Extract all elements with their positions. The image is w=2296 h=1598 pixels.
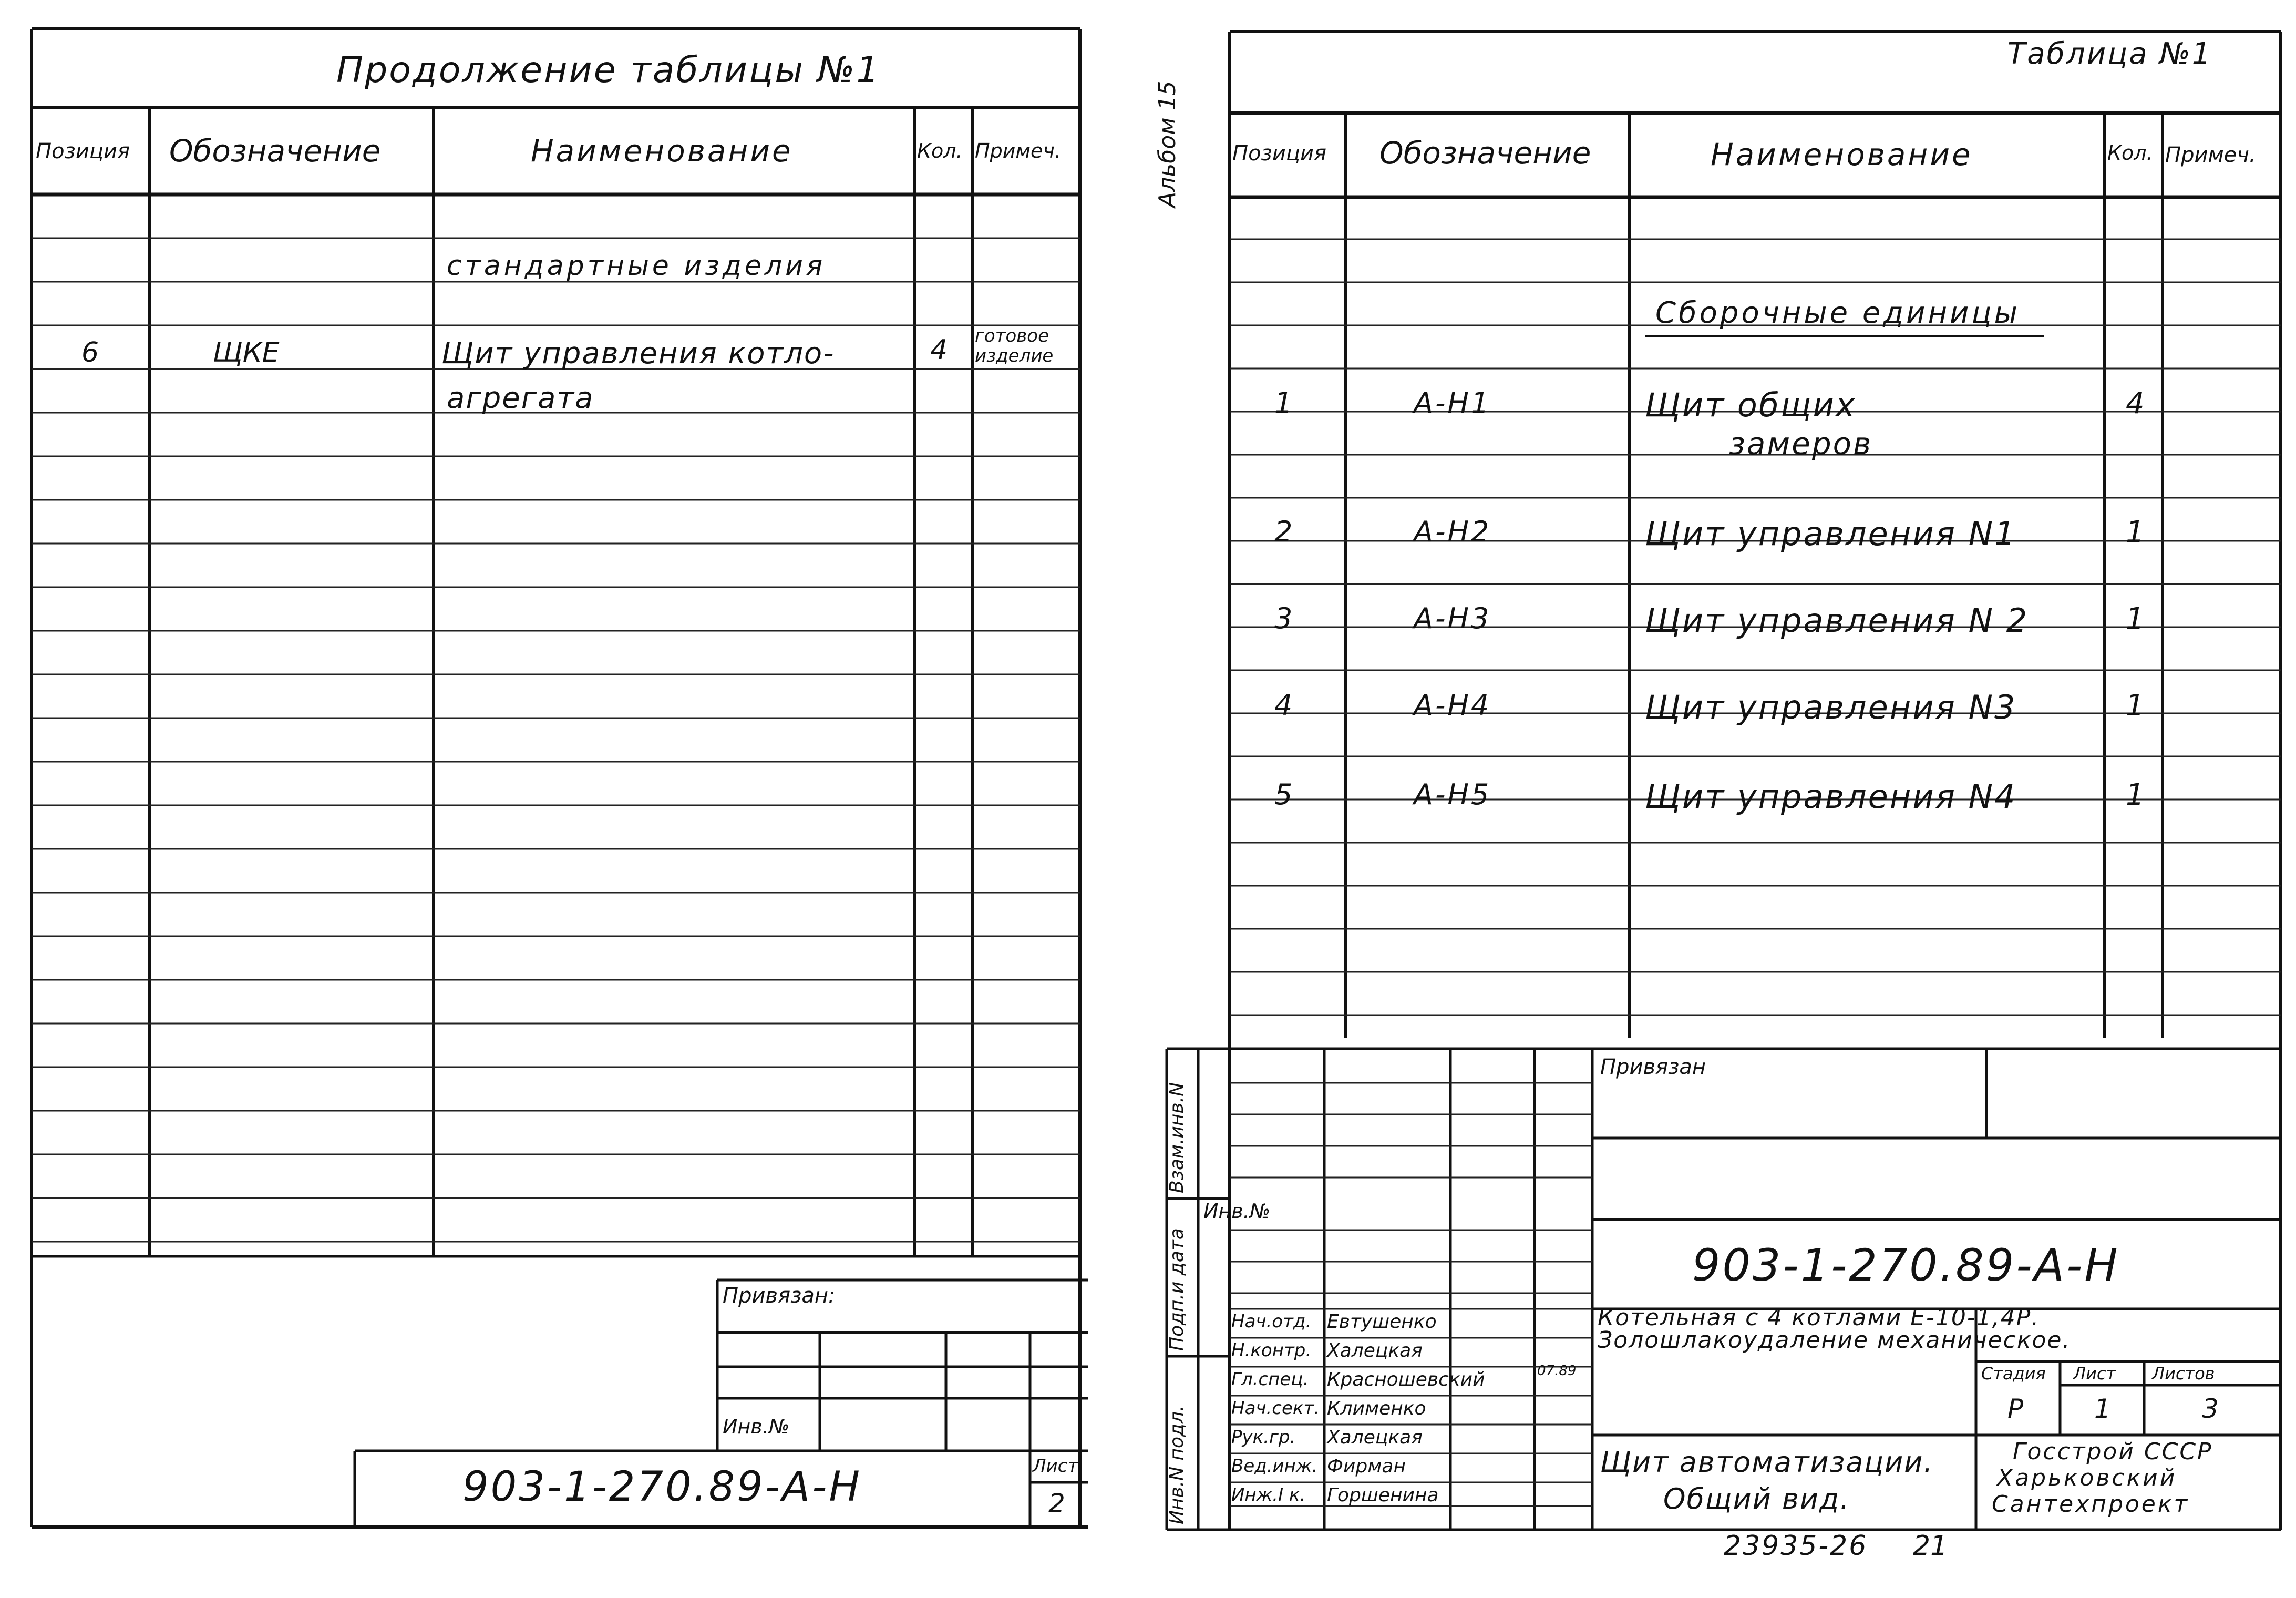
left-table-title: Продолжение таблицы №1 [336, 49, 881, 91]
right-header-qty: Кол. [2107, 141, 2153, 165]
right-row-designation: А-Н1 [1414, 386, 1491, 419]
left-row-pos: 6 [81, 337, 99, 368]
right-row-designation: А-Н4 [1414, 689, 1491, 722]
right-stamp-tied: Привязан [1600, 1055, 1706, 1079]
signature-role: Вед.инж. [1231, 1456, 1318, 1477]
right-header-designation: Обозначение [1379, 135, 1591, 171]
left-row-name-1: Щит управления котло- [441, 336, 835, 371]
right-header-position: Позиция [1232, 141, 1327, 166]
signature-role: Нач.отд. [1231, 1311, 1312, 1332]
right-stamp-inv: Инв.№ [1203, 1200, 1271, 1223]
left-section-label: стандартные изделия [447, 250, 826, 282]
right-section-label: Сборочные единицы [1655, 296, 2020, 330]
left-header-note: Примеч. [975, 139, 1061, 162]
signature-role: Инж.I к. [1231, 1484, 1306, 1505]
signature-name: Красношевский [1327, 1369, 1485, 1390]
right-stamp-code: 903-1-270.89-А-Н [1692, 1240, 2120, 1291]
signature-name: Горшенина [1327, 1484, 1439, 1506]
right-stamp-title-1: Щит автоматизации. [1600, 1446, 1934, 1479]
right-stamp-date: 07.89 [1537, 1363, 1577, 1379]
left-stamp-tied: Привязан: [723, 1284, 836, 1308]
right-header-note: Примеч. [2165, 143, 2256, 167]
right-row-name: Щит управления N3 [1645, 688, 2017, 726]
signature-role: Гл.спец. [1231, 1369, 1309, 1390]
right-row-designation: А-Н3 [1414, 602, 1491, 635]
signature-role: Рук.гр. [1231, 1427, 1296, 1448]
left-stamp-sheet-no: 2 [1048, 1488, 1065, 1519]
right-row-pos: 4 [1274, 689, 1293, 722]
signature-name: Евтушенко [1327, 1311, 1437, 1333]
right-row-pos: 5 [1274, 778, 1293, 811]
right-row-pos: 3 [1274, 602, 1293, 635]
side-label-signature: Подп.и дата [1166, 1228, 1188, 1351]
side-label-replace: Взам.инв.N [1166, 1082, 1188, 1193]
signature-role: Н.контр. [1231, 1340, 1312, 1361]
right-row-name: Щит общих [1645, 386, 1857, 424]
right-stamp-desc-2: Золошлакоудаление механическое. [1598, 1327, 2071, 1354]
right-stamp-org-3: Сантехпроект [1992, 1491, 2190, 1518]
right-row-pos: 1 [1274, 386, 1293, 419]
signature-role: Нач.сект. [1231, 1398, 1320, 1419]
right-row-designation: А-Н2 [1414, 515, 1491, 548]
right-stamp-stage: Р [2007, 1394, 2024, 1424]
left-row-qty: 4 [930, 334, 948, 366]
right-stamp-title-2: Общий вид. [1663, 1482, 1850, 1515]
right-stamp-desc-1: Котельная с 4 котлами Е-10-1,4Р. [1598, 1304, 2040, 1331]
signature-name: Фирман [1327, 1456, 1406, 1477]
right-stamp-org-1: Госстрой СССР [2013, 1438, 2213, 1465]
right-stamp-sheets: 3 [2202, 1394, 2219, 1424]
left-row-designation: ЩКЕ [213, 337, 280, 368]
right-row-qty: 1 [2126, 515, 2145, 549]
right-row-qty: 1 [2126, 778, 2145, 812]
right-row-qty: 1 [2126, 689, 2145, 723]
right-header-name: Наименование [1711, 137, 1973, 172]
right-stamp-sheet-label: Лист [2073, 1364, 2116, 1384]
left-header-qty: Кол. [917, 139, 963, 162]
left-header-designation: Обозначение [169, 133, 381, 169]
signature-name: Клименко [1327, 1398, 1426, 1419]
footer-number: 23935-26 [1724, 1530, 1868, 1562]
album-label: Альбом 15 [1154, 80, 1181, 208]
right-row-name: Щит управления N 2 [1645, 601, 2029, 640]
right-row-name: Щит управления N1 [1645, 515, 2017, 553]
right-row-qty: 4 [2126, 386, 2145, 421]
right-stamp-sheet: 1 [2094, 1394, 2111, 1424]
right-row-pos: 2 [1274, 515, 1293, 548]
right-table-title: Таблица №1 [2007, 37, 2212, 71]
signature-name: Халецкая [1327, 1427, 1423, 1448]
signature-name: Халецкая [1327, 1340, 1423, 1361]
left-stamp-code: 903-1-270.89-А-Н [462, 1463, 862, 1511]
right-stamp-stage-label: Стадия [1981, 1364, 2046, 1384]
right-row-qty: 1 [2126, 602, 2145, 636]
right-row-name: Щит управления N4 [1645, 777, 2017, 816]
right-row-name-2: замеров [1729, 426, 1873, 462]
right-stamp-sheets-label: Листов [2152, 1364, 2215, 1384]
left-stamp-sheet-label: Лист [1033, 1456, 1078, 1477]
left-stamp-inv: Инв.№ [723, 1415, 790, 1438]
left-header-name: Наименование [531, 133, 793, 169]
right-stamp-org-2: Харьковский [1997, 1464, 2177, 1491]
left-row-name-2: агрегата [447, 381, 594, 415]
left-row-note-2: изделие [975, 345, 1054, 366]
footer-page: 21 [1913, 1530, 1948, 1562]
left-row-note-1: готовое [975, 325, 1049, 346]
right-row-designation: А-Н5 [1414, 778, 1491, 811]
left-header-position: Позиция [36, 139, 130, 163]
side-label-original: Инв.N подл. [1166, 1405, 1188, 1524]
